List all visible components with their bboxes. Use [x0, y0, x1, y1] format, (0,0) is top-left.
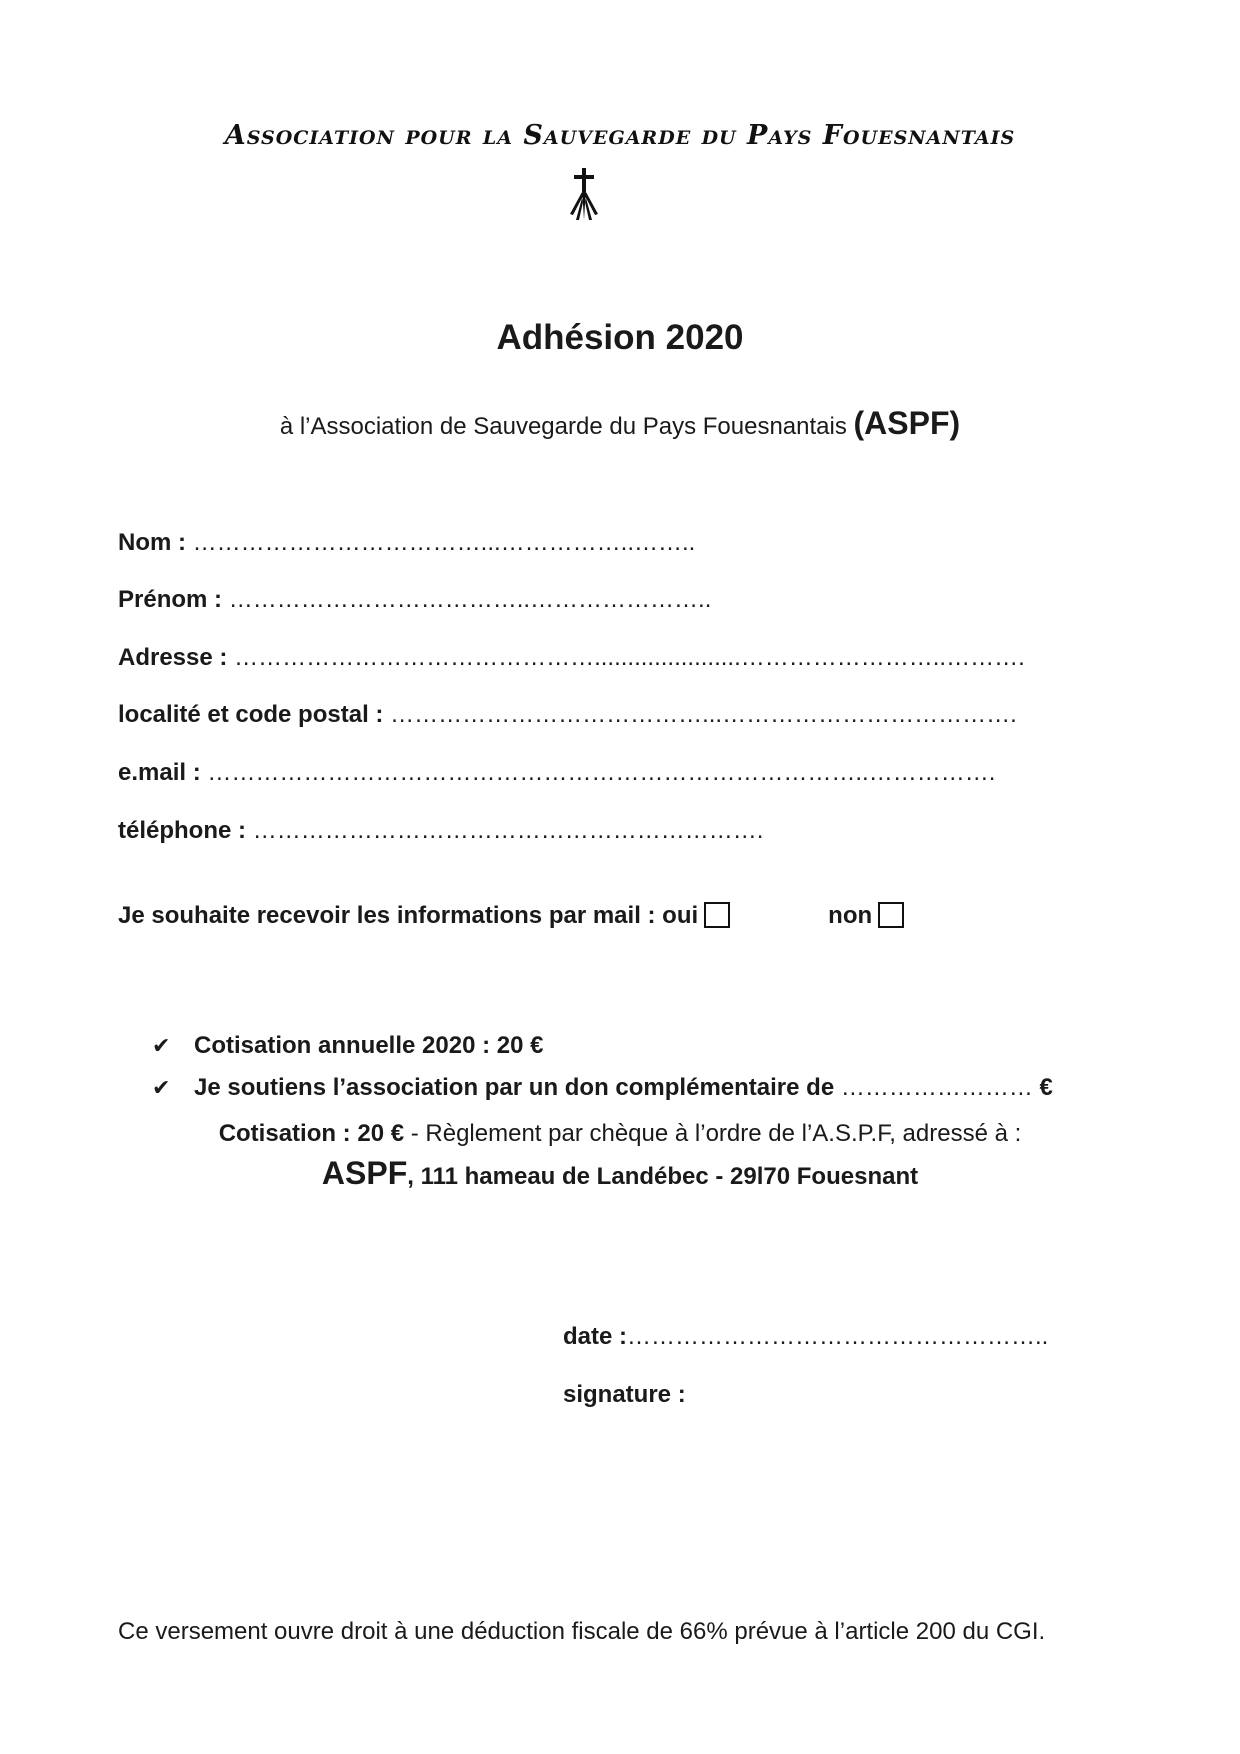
checkmark-icon: ✔: [152, 1075, 171, 1100]
subtitle-acronym: (ASPF): [853, 405, 961, 441]
mail-preference-question: Je souhaite recevoir les informations par mail : oui: [118, 902, 699, 929]
field-dots: ………………………………………………………………………..…………….: [207, 759, 996, 786]
ermine-icon: [560, 168, 608, 222]
field-dots: …………………………………...……………………………….: [390, 701, 1017, 728]
donation-amount-dots[interactable]: ……………………: [834, 1074, 1040, 1101]
address-text: , 111 hameau de Landébec - 29l70 Fouesnant: [407, 1163, 919, 1190]
field-email[interactable]: [118, 759, 995, 787]
payment-instructions: [0, 1120, 1240, 1148]
field-nom[interactable]: [118, 529, 695, 557]
field-dots: ………………………………………......................……………………..……….: [234, 644, 1025, 671]
contribution-text: Cotisation annuelle 2020 : 20 €: [194, 1032, 544, 1059]
field-label: téléphone :: [118, 817, 247, 844]
field-label: Adresse :: [118, 644, 228, 671]
field-localite[interactable]: [118, 701, 1017, 729]
tax-deduction-note: Ce versement ouvre droit à une déduction fiscale de 66% prévue à l’article 200 du CGI.: [118, 1618, 1046, 1645]
field-label: e.mail :: [118, 759, 201, 786]
payment-amount: Cotisation : 20 €: [218, 1120, 405, 1147]
field-dots: ………………………………...……………..……..: [192, 529, 696, 556]
field-telephone[interactable]: [118, 817, 763, 845]
page-title: Adhésion 2020: [496, 318, 744, 357]
postal-address: [0, 1155, 1240, 1192]
field-prenom[interactable]: [118, 586, 711, 614]
field-dots: ………………………………..…………………..: [228, 586, 712, 613]
payment-details: - Règlement par chèque à l’ordre de l’A.S.P.F, adressé à :: [404, 1120, 1022, 1147]
non-label: non: [828, 902, 873, 929]
field-dots: ……………………………………………………….: [252, 817, 764, 844]
contribution-text: Je soutiens l’association par un don complémentaire de: [194, 1074, 835, 1101]
mail-preference: [118, 902, 904, 930]
contribution-item: [152, 1074, 1053, 1102]
field-label: localité et code postal :: [118, 701, 384, 728]
euro-sign: €: [1039, 1074, 1053, 1101]
field-adresse[interactable]: [118, 644, 1025, 672]
date-dots: ……………………………………………..: [627, 1323, 1049, 1350]
signature-label: signature :: [563, 1381, 686, 1408]
signature-field[interactable]: [563, 1381, 686, 1409]
association-header: Association pour la Sauvegarde du Pays Fouesnantais: [224, 120, 1016, 151]
subtitle-text: à l’Association de Sauvegarde du Pays Fouesnantais: [279, 413, 847, 440]
contribution-item: [152, 1032, 543, 1060]
page-subtitle: [0, 405, 1240, 442]
checkmark-icon: ✔: [152, 1033, 171, 1058]
non-checkbox[interactable]: [878, 902, 904, 928]
field-label: Nom :: [118, 529, 186, 556]
field-label: Prénom :: [118, 586, 223, 613]
date-label: date :: [563, 1323, 628, 1350]
oui-checkbox[interactable]: [704, 902, 730, 928]
address-acronym: ASPF: [321, 1155, 408, 1191]
date-field[interactable]: [563, 1323, 1048, 1351]
